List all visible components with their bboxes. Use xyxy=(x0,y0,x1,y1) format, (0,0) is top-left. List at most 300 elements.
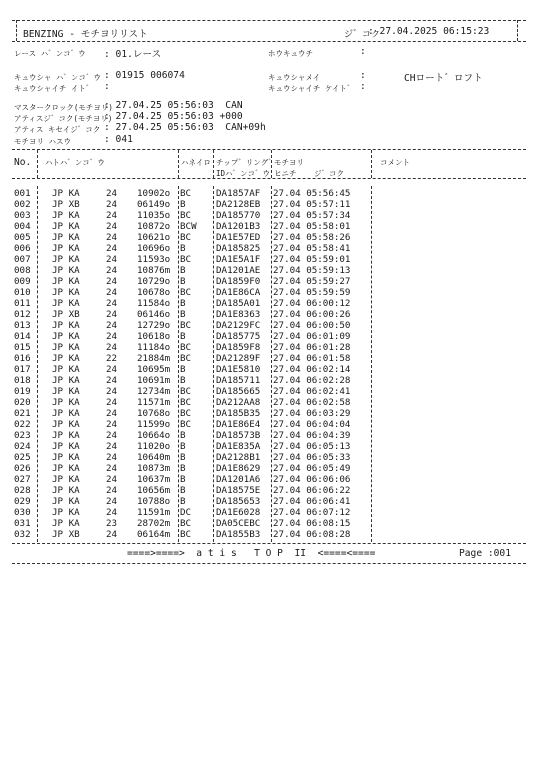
row-chip-id: DA1E6028 xyxy=(216,507,261,518)
row-arrival-time: 27.04 06:03:29 xyxy=(273,408,351,419)
owner-name-extra: CHロート゛ロフト xyxy=(404,73,483,84)
row-ring-prefix: JP KA xyxy=(52,210,80,221)
row-ring-year: 24 xyxy=(106,419,118,430)
row-arrival-time: 27.04 06:00:26 xyxy=(273,309,351,320)
row-ring-number: 10637m xyxy=(137,474,171,485)
col-header-chip-id: IDハ゛ンコ゛ウ xyxy=(216,169,271,178)
table-row xyxy=(0,221,540,233)
row-arrival-time: 27.04 05:57:34 xyxy=(273,210,351,221)
row-ring-number: 11591m xyxy=(137,507,171,518)
owner-keido-value: : xyxy=(360,81,366,92)
row-ring-year: 24 xyxy=(106,331,118,342)
row-ring-year: 24 xyxy=(106,221,118,232)
row-ring-number: 10872o xyxy=(137,221,171,232)
row-ring-prefix: JP KA xyxy=(52,232,80,243)
owner-addr-label: キュウシャイチ イト゛ xyxy=(14,84,94,93)
row-ring-prefix: JP KA xyxy=(52,408,80,419)
col-header-comment: コメント xyxy=(380,158,410,167)
row-ring-number: 11184o xyxy=(137,342,171,353)
row-no: 005 xyxy=(14,232,31,243)
row-ring-year: 24 xyxy=(106,463,118,474)
row-arrival-time: 27.04 05:59:01 xyxy=(273,254,351,265)
race-value: : 01.レース xyxy=(104,49,162,60)
row-ring-prefix: JP KA xyxy=(52,243,80,254)
row-chip-id: DA185711 xyxy=(216,375,261,386)
table-row xyxy=(0,210,540,222)
row-chip-id: DA185653 xyxy=(216,496,261,507)
row-ring-number: 10656m xyxy=(137,485,171,496)
hokyuchi-label: ホウキュウチ xyxy=(268,49,313,58)
row-chip-id: DA1E8363 xyxy=(216,309,261,320)
row-ring-year: 24 xyxy=(106,408,118,419)
row-chip-id: DA1E5810 xyxy=(216,364,261,375)
row-ring-prefix: JP KA xyxy=(52,331,80,342)
row-feather-color: B xyxy=(180,309,186,320)
table-row xyxy=(0,386,540,398)
row-no: 013 xyxy=(14,320,31,331)
row-ring-year: 24 xyxy=(106,496,118,507)
row-arrival-time: 27.04 06:00:12 xyxy=(273,298,351,309)
row-ring-prefix: JP KA xyxy=(52,463,80,474)
row-chip-id: DA1855B3 xyxy=(216,529,261,540)
table-row xyxy=(0,507,540,519)
header-bottom-rule xyxy=(12,41,526,42)
row-feather-color: B xyxy=(180,298,186,309)
row-feather-color: BC xyxy=(180,210,192,221)
row-no: 017 xyxy=(14,364,31,375)
row-ring-number: 06164m xyxy=(137,529,171,540)
row-ring-prefix: JP KA xyxy=(52,452,80,463)
time-label: ジ゛コク xyxy=(344,30,381,40)
table-row xyxy=(0,265,540,277)
row-chip-id: DA1201A6 xyxy=(216,474,261,485)
row-feather-color: B xyxy=(180,364,186,375)
footer-bottom-rule xyxy=(12,563,526,564)
header-right-rule xyxy=(517,20,518,41)
row-no: 025 xyxy=(14,452,31,463)
table-row xyxy=(0,419,540,431)
row-chip-id: DA2128B1 xyxy=(216,452,261,463)
row-arrival-time: 27.04 06:00:50 xyxy=(273,320,351,331)
row-ring-number: 10695m xyxy=(137,364,171,375)
row-ring-number: 06146o xyxy=(137,309,171,320)
page-number: Page :001 xyxy=(459,548,511,559)
table-row xyxy=(0,254,540,266)
row-feather-color: B xyxy=(180,276,186,287)
col-sep-header-3 xyxy=(213,150,214,178)
row-ring-number: 10664o xyxy=(137,430,171,441)
row-no: 028 xyxy=(14,485,31,496)
master-clock-label: マスタークロック(モチヨリ) xyxy=(14,103,113,112)
row-arrival-time: 27.04 06:08:28 xyxy=(273,529,351,540)
row-feather-color: BC xyxy=(180,254,192,265)
row-arrival-time: 27.04 06:04:39 xyxy=(273,430,351,441)
row-ring-prefix: JP KA xyxy=(52,221,80,232)
table-row xyxy=(0,441,540,453)
row-ring-number: 11571m xyxy=(137,397,171,408)
row-ring-year: 24 xyxy=(106,210,118,221)
owner-name-label: キュウシャメイ xyxy=(268,73,321,82)
row-arrival-time: 27.04 06:05:33 xyxy=(273,452,351,463)
row-no: 026 xyxy=(14,463,31,474)
row-ring-prefix: JP XB xyxy=(52,529,80,540)
row-ring-prefix: JP KA xyxy=(52,188,80,199)
row-feather-color: BC xyxy=(180,342,192,353)
row-arrival-time: 27.04 05:58:26 xyxy=(273,232,351,243)
report-title: BENZING - モチヨリリスト xyxy=(23,29,148,40)
row-ring-prefix: JP XB xyxy=(52,309,80,320)
row-arrival-time: 27.04 06:08:15 xyxy=(273,518,351,529)
row-feather-color: BC xyxy=(180,518,192,529)
table-row xyxy=(0,331,540,343)
hokyuchi-value: : xyxy=(360,46,366,57)
table-row xyxy=(0,474,540,486)
report-timestamp: : 27.04.2025 06:15:23 xyxy=(368,26,490,37)
row-no: 022 xyxy=(14,419,31,430)
row-chip-id: DA1E8629 xyxy=(216,463,261,474)
col-header-color: ハネイロ xyxy=(181,158,211,167)
table-row xyxy=(0,397,540,409)
row-chip-id: DA1859F0 xyxy=(216,276,261,287)
row-ring-prefix: JP KA xyxy=(52,298,80,309)
row-no: 016 xyxy=(14,353,31,364)
row-chip-id: DA2129FC xyxy=(216,320,261,331)
row-ring-number: 10788o xyxy=(137,496,171,507)
row-feather-color: BC xyxy=(180,419,192,430)
row-feather-color: BC xyxy=(180,529,192,540)
row-chip-id: DA18575E xyxy=(216,485,261,496)
row-ring-prefix: JP KA xyxy=(52,419,80,430)
col-header-date: ヒニチ xyxy=(274,169,297,178)
row-no: 029 xyxy=(14,496,31,507)
row-arrival-time: 27.04 06:05:49 xyxy=(273,463,351,474)
row-ring-prefix: JP KA xyxy=(52,430,80,441)
row-chip-id: DA1201AE xyxy=(216,265,261,276)
row-ring-number: 12734m xyxy=(137,386,171,397)
row-arrival-time: 27.04 06:04:04 xyxy=(273,419,351,430)
table-row xyxy=(0,320,540,332)
row-chip-id: DA1201B3 xyxy=(216,221,261,232)
table-row xyxy=(0,309,540,321)
row-feather-color: B xyxy=(180,375,186,386)
row-ring-year: 24 xyxy=(106,287,118,298)
row-ring-number: 10691m xyxy=(137,375,171,386)
owner-addr-value: : xyxy=(104,81,110,92)
row-chip-id: DA18573B xyxy=(216,430,261,441)
row-feather-color: B xyxy=(180,496,186,507)
row-ring-year: 24 xyxy=(106,507,118,518)
row-feather-color: B xyxy=(180,430,186,441)
table-row xyxy=(0,375,540,387)
row-chip-id: DA1E57ED xyxy=(216,232,261,243)
row-no: 001 xyxy=(14,188,31,199)
row-no: 002 xyxy=(14,199,31,210)
row-ring-number: 10729o xyxy=(137,276,171,287)
row-ring-year: 24 xyxy=(106,199,118,210)
row-ring-number: 10621o xyxy=(137,232,171,243)
table-bottom-rule xyxy=(12,543,526,544)
row-chip-id: DA185B35 xyxy=(216,408,261,419)
row-ring-prefix: JP KA xyxy=(52,364,80,375)
row-no: 020 xyxy=(14,397,31,408)
table-row xyxy=(0,529,540,541)
owner-no-value: : 01915 006074 xyxy=(104,70,185,81)
row-ring-number: 11593o xyxy=(137,254,171,265)
row-ring-number: 10640m xyxy=(137,452,171,463)
row-chip-id: DA1859F8 xyxy=(216,342,261,353)
row-no: 004 xyxy=(14,221,31,232)
row-feather-color: B xyxy=(180,452,186,463)
row-arrival-time: 27.04 06:01:58 xyxy=(273,353,351,364)
row-ring-year: 24 xyxy=(106,254,118,265)
table-row xyxy=(0,243,540,255)
row-ring-number: 11584o xyxy=(137,298,171,309)
owner-no-label: キュウシャ ハ゛ンコ゛ウ xyxy=(14,73,101,82)
row-ring-year: 24 xyxy=(106,243,118,254)
row-ring-year: 24 xyxy=(106,474,118,485)
row-feather-color: B xyxy=(180,265,186,276)
row-feather-color: B xyxy=(180,243,186,254)
col-sep-header-1 xyxy=(37,150,38,178)
row-no: 014 xyxy=(14,331,31,342)
table-row xyxy=(0,452,540,464)
atis-time-value: : 27.04.25 05:56:03 +000 xyxy=(104,111,243,122)
atis-std-label: アティス キセイジ゛コク xyxy=(14,125,101,134)
owner-keido-label: キュウシャイチ ケイト゛ xyxy=(268,84,355,93)
row-ring-prefix: JP KA xyxy=(52,496,80,507)
row-no: 032 xyxy=(14,529,31,540)
row-ring-year: 24 xyxy=(106,397,118,408)
row-ring-prefix: JP KA xyxy=(52,474,80,485)
row-arrival-time: 27.04 06:06:41 xyxy=(273,496,351,507)
row-feather-color: B xyxy=(180,474,186,485)
owner-name-value: : xyxy=(360,70,366,81)
row-ring-year: 24 xyxy=(106,452,118,463)
row-ring-number: 10876m xyxy=(137,265,171,276)
table-row xyxy=(0,430,540,442)
row-no: 023 xyxy=(14,430,31,441)
row-ring-prefix: JP KA xyxy=(52,375,80,386)
row-no: 007 xyxy=(14,254,31,265)
row-ring-number: 28702m xyxy=(137,518,171,529)
row-ring-prefix: JP XB xyxy=(52,199,80,210)
row-arrival-time: 27.04 05:57:11 xyxy=(273,199,351,210)
row-no: 003 xyxy=(14,210,31,221)
row-chip-id: DA1E86E4 xyxy=(216,419,261,430)
row-arrival-time: 27.04 05:59:27 xyxy=(273,276,351,287)
row-ring-year: 24 xyxy=(106,342,118,353)
row-ring-prefix: JP KA xyxy=(52,386,80,397)
row-chip-id: DA185A01 xyxy=(216,298,261,309)
table-row xyxy=(0,199,540,211)
col-header-mochiyori: モチヨリ xyxy=(274,158,304,167)
row-arrival-time: 27.04 06:02:41 xyxy=(273,386,351,397)
row-arrival-time: 27.04 06:02:14 xyxy=(273,364,351,375)
row-ring-prefix: JP KA xyxy=(52,287,80,298)
row-chip-id: DA1E86CA xyxy=(216,287,261,298)
table-row xyxy=(0,342,540,354)
atis-time-label: アティスジ゛コク(モチヨリ) xyxy=(14,114,113,123)
table-row xyxy=(0,364,540,376)
row-no: 011 xyxy=(14,298,31,309)
row-no: 024 xyxy=(14,441,31,452)
row-ring-year: 24 xyxy=(106,232,118,243)
row-arrival-time: 27.04 05:58:01 xyxy=(273,221,351,232)
master-clock-value: : 27.04.25 05:56:03 CAN xyxy=(104,100,243,111)
row-ring-number: 10618o xyxy=(137,331,171,342)
row-chip-id: DA21289F xyxy=(216,353,261,364)
row-arrival-time: 27.04 05:59:13 xyxy=(273,265,351,276)
table-row xyxy=(0,232,540,244)
row-ring-number: 11035o xyxy=(137,210,171,221)
table-row xyxy=(0,496,540,508)
row-feather-color: B xyxy=(180,485,186,496)
row-ring-prefix: JP KA xyxy=(52,441,80,452)
row-no: 031 xyxy=(14,518,31,529)
count-label: モチヨリ ハスウ xyxy=(14,137,72,146)
row-ring-prefix: JP KA xyxy=(52,320,80,331)
row-ring-year: 23 xyxy=(106,518,118,529)
row-ring-year: 22 xyxy=(106,353,118,364)
row-ring-prefix: JP KA xyxy=(52,507,80,518)
row-ring-year: 24 xyxy=(106,375,118,386)
row-ring-year: 24 xyxy=(106,364,118,375)
row-ring-prefix: JP KA xyxy=(52,265,80,276)
row-feather-color: B xyxy=(180,441,186,452)
table-row xyxy=(0,298,540,310)
row-feather-color: BCW xyxy=(180,221,197,232)
row-ring-prefix: JP KA xyxy=(52,485,80,496)
row-ring-year: 24 xyxy=(106,386,118,397)
row-chip-id: DA185770 xyxy=(216,210,261,221)
row-ring-number: 10902o xyxy=(137,188,171,199)
row-chip-id: DA05CEBC xyxy=(216,518,261,529)
row-ring-prefix: JP KA xyxy=(52,254,80,265)
row-ring-year: 24 xyxy=(106,441,118,452)
row-ring-number: 11599o xyxy=(137,419,171,430)
table-row xyxy=(0,463,540,475)
row-ring-year: 24 xyxy=(106,265,118,276)
footer-banner: ====>====> a t i s T O P II <====<==== xyxy=(127,548,376,559)
row-no: 019 xyxy=(14,386,31,397)
atis-std-value: : 27.04.25 05:56:03 CAN+09h xyxy=(104,122,266,133)
row-no: 006 xyxy=(14,243,31,254)
table-top-rule xyxy=(12,149,526,150)
row-chip-id: DA185665 xyxy=(216,386,261,397)
row-feather-color: DC xyxy=(180,507,192,518)
row-ring-number: 10768o xyxy=(137,408,171,419)
row-chip-id: DA1E5A1F xyxy=(216,254,261,265)
race-label: レース ハ゛ンコ゛ウ xyxy=(14,49,86,58)
row-ring-year: 24 xyxy=(106,276,118,287)
row-no: 027 xyxy=(14,474,31,485)
row-no: 010 xyxy=(14,287,31,298)
row-arrival-time: 27.04 06:02:28 xyxy=(273,375,351,386)
table-row xyxy=(0,518,540,530)
row-chip-id: DA212AA8 xyxy=(216,397,261,408)
table-row xyxy=(0,188,540,200)
row-arrival-time: 27.04 06:01:09 xyxy=(273,331,351,342)
row-arrival-time: 27.04 06:06:06 xyxy=(273,474,351,485)
row-chip-id: DA185825 xyxy=(216,243,261,254)
row-no: 009 xyxy=(14,276,31,287)
row-arrival-time: 27.04 05:59:59 xyxy=(273,287,351,298)
row-no: 012 xyxy=(14,309,31,320)
row-arrival-time: 27.04 06:01:28 xyxy=(273,342,351,353)
col-sep-header-4 xyxy=(271,150,272,178)
header-top-rule xyxy=(12,20,526,21)
row-ring-year: 24 xyxy=(106,529,118,540)
row-feather-color: B xyxy=(180,331,186,342)
row-ring-number: 06149o xyxy=(137,199,171,210)
row-feather-color: B xyxy=(180,463,186,474)
row-ring-year: 24 xyxy=(106,188,118,199)
row-no: 021 xyxy=(14,408,31,419)
row-arrival-time: 27.04 05:58:41 xyxy=(273,243,351,254)
col-header-time: ジ゛コク xyxy=(314,169,344,178)
row-ring-prefix: JP KA xyxy=(52,397,80,408)
row-feather-color: B xyxy=(180,199,186,210)
row-arrival-time: 27.04 06:07:12 xyxy=(273,507,351,518)
row-feather-color: BC xyxy=(180,320,192,331)
row-ring-prefix: JP KA xyxy=(52,342,80,353)
row-no: 015 xyxy=(14,342,31,353)
table-row xyxy=(0,287,540,299)
row-feather-color: BC xyxy=(180,408,192,419)
row-no: 008 xyxy=(14,265,31,276)
row-arrival-time: 27.04 06:02:58 xyxy=(273,397,351,408)
row-ring-year: 24 xyxy=(106,485,118,496)
row-ring-number: 10873m xyxy=(137,463,171,474)
table-row xyxy=(0,485,540,497)
row-ring-number: 21884m xyxy=(137,353,171,364)
row-ring-number: 10696o xyxy=(137,243,171,254)
row-feather-color: BC xyxy=(180,287,192,298)
table-row xyxy=(0,353,540,365)
row-feather-color: BC xyxy=(180,397,192,408)
row-ring-prefix: JP KA xyxy=(52,353,80,364)
row-no: 018 xyxy=(14,375,31,386)
col-header-ring: ハトハ゛ンコ゛ウ xyxy=(45,158,105,167)
row-ring-year: 24 xyxy=(106,298,118,309)
row-ring-prefix: JP KA xyxy=(52,518,80,529)
row-ring-year: 24 xyxy=(106,430,118,441)
row-chip-id: DA1E835A xyxy=(216,441,261,452)
row-arrival-time: 27.04 06:06:22 xyxy=(273,485,351,496)
count-value: : 041 xyxy=(104,134,133,145)
col-sep-header-2 xyxy=(178,150,179,178)
table-row xyxy=(0,408,540,420)
col-header-no: No. xyxy=(14,157,32,168)
row-arrival-time: 27.04 06:05:13 xyxy=(273,441,351,452)
col-sep-header-5 xyxy=(371,150,372,178)
row-feather-color: BC xyxy=(180,353,192,364)
row-ring-number: 10678o xyxy=(137,287,171,298)
row-feather-color: BC xyxy=(180,386,192,397)
row-ring-number: 11020o xyxy=(137,441,171,452)
table-row xyxy=(0,276,540,288)
row-ring-prefix: JP KA xyxy=(52,276,80,287)
row-ring-year: 24 xyxy=(106,320,118,331)
row-feather-color: BC xyxy=(180,232,192,243)
row-arrival-time: 27.04 05:56:45 xyxy=(273,188,351,199)
row-no: 030 xyxy=(14,507,31,518)
row-chip-id: DA2128EB xyxy=(216,199,261,210)
row-ring-year: 24 xyxy=(106,309,118,320)
col-header-chip: チップ゛リング゛ xyxy=(216,158,276,167)
row-feather-color: BC xyxy=(180,188,192,199)
row-chip-id: DA185775 xyxy=(216,331,261,342)
